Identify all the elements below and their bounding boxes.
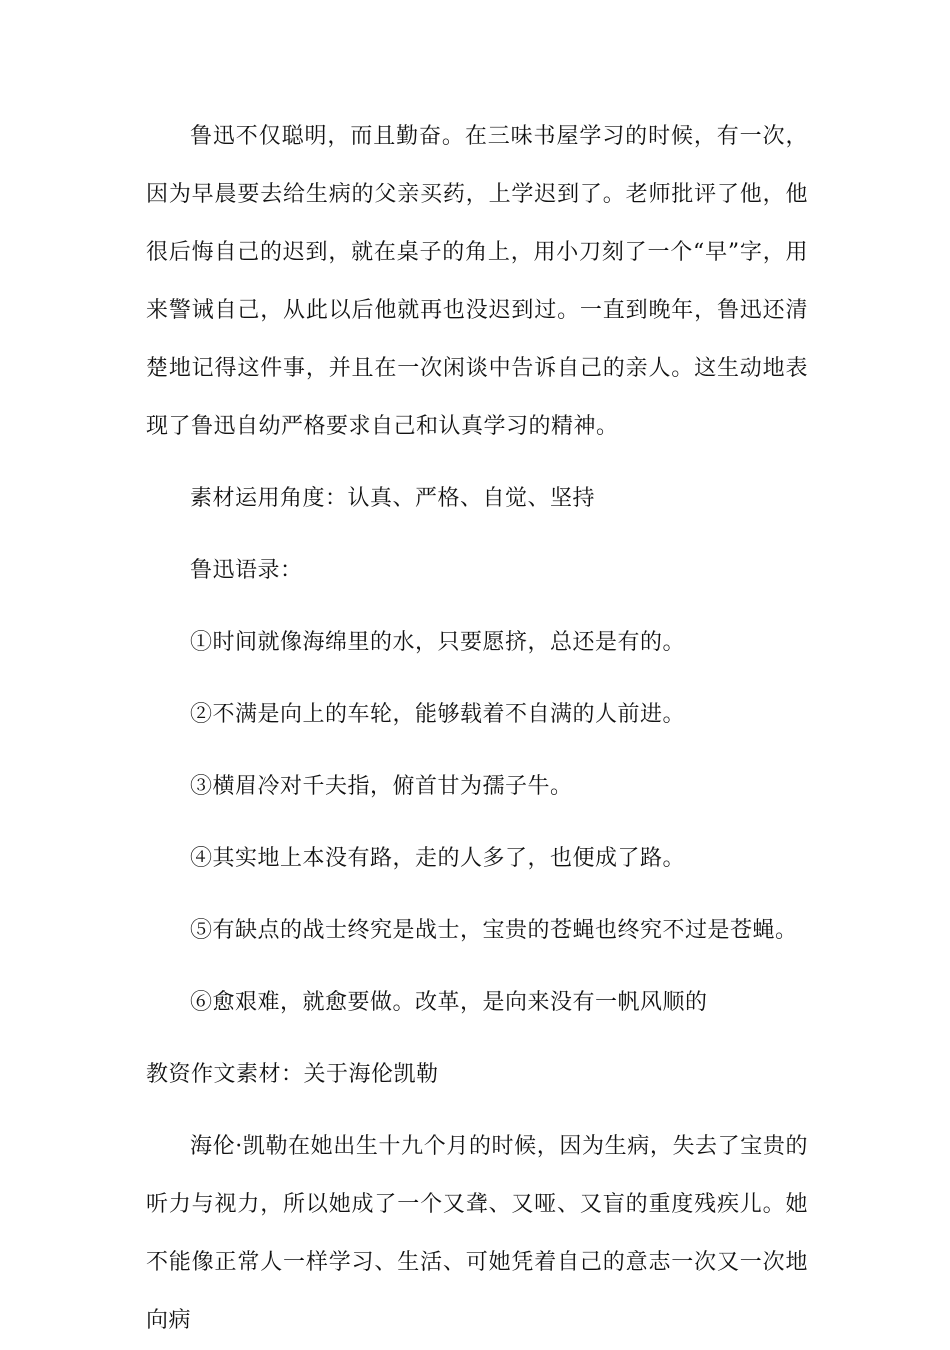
- paragraph-lu-xun-story: 鲁迅不仅聪明，而且勤奋。在三味书屋学习的时候，有一次，因为早晨要去给生病的父亲买药，上学迟到了。老师批评了他，他很后悔自己的迟到，就在桌子的角上，用小刀刻了一个“早”字，用来警诫自己，从此以后他就再也没迟到过。一直到晚年，鲁迅还清楚地记得这件事，并且在一次闲谈中告诉自己的亲人。这生动地表现了鲁迅自幼严格要求自己和认真学习的精神。: [146, 124, 808, 439]
- quote-item: ④其实地上本没有路，走的人多了，也便成了路。: [190, 846, 686, 871]
- usage-angle-line: 素材运用角度：认真、严格、自觉、坚持: [190, 486, 596, 511]
- section-heading-helen-keller: 教资作文素材：关于海伦凯勒: [146, 1062, 439, 1087]
- document-body: [146, 108, 808, 1350]
- quotes-list: [146, 614, 808, 1032]
- quote-item: ②不满是向上的车轮，能够载着不自满的人前进。: [190, 702, 686, 727]
- paragraph-helen-keller: 海伦·凯勒在她出生十九个月的时候，因为生病，失去了宝贵的听力与视力，所以她成了一个又聋、又哑、又盲的重度残疾儿。她不能像正常人一样学习、生活、可她凭着自己的意志一次又一次地向病: [146, 1134, 808, 1333]
- quote-item: ⑤有缺点的战士终究是战士，宝贵的苍蝇也终究不过是苍蝇。: [190, 918, 798, 943]
- quote-item: ⑥愈艰难，就愈要做。改革，是向来没有一帆风顺的: [190, 990, 708, 1015]
- quotes-title: 鲁迅语录：: [190, 558, 303, 583]
- quote-item: ①时间就像海绵里的水，只要愿挤，总还是有的。: [190, 630, 686, 655]
- quote-item: ③横眉冷对千夫指，俯首甘为孺子牛。: [190, 774, 573, 799]
